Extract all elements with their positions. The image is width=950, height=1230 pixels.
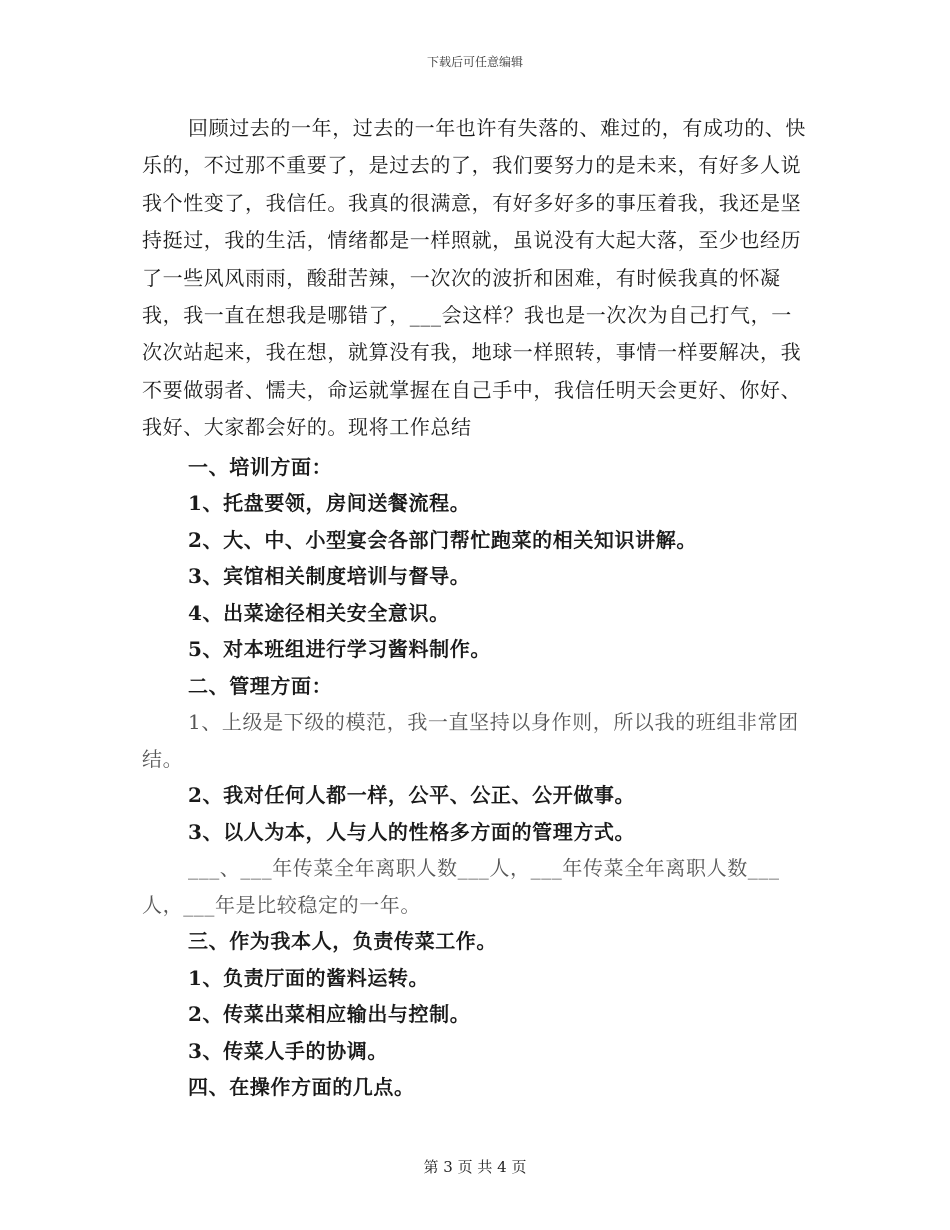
management-heading: 二、管理方面：: [188, 673, 333, 698]
document-body: [142, 110, 812, 1106]
training-item: 4、出菜途径相关安全意识。: [188, 600, 450, 625]
management-item: 1、上级是下级的模范，我一直坚持以身作则，所以我的班组非常团结。: [142, 710, 799, 771]
intro-paragraph: 回顾过去的一年，过去的一年也许有失落的、难过的，有成功的、快乐的，不过那不重要了，是过去的了，我们要努力的是未来，有好多人说我个性变了，我信任。我真的很满意，有好多好多的事压着我，我还是坚持挺过，我的生活，情绪都是一样照就，虽说没有大起大落，至少也经历了一些风风雨雨，酸甜苦辣，一次次的波折和困难，有时候我真的怀凝我，我一直在想我是哪错了，___会这样？我也是一次次为自己打气，一次次站起来，我在想，就算没有我，地球一样照转，事情一样要解决，我不要做弱者、懦夫，命运就掌握在自己手中，我信任明天会更好、你好、我好、大家都会好的。现将工作总结: [142, 116, 806, 440]
management-item: 2、我对任何人都一样，公平、公正、公开做事。: [188, 783, 636, 808]
training-heading: 一、培训方面：: [188, 454, 333, 479]
operation-heading: 四、在操作方面的几点。: [188, 1075, 415, 1100]
role-heading: 三、作为我本人，负责传菜工作。: [188, 929, 497, 954]
training-item: 3、宾馆相关制度培训与督导。: [188, 564, 471, 589]
training-item: 1、托盘要领，房间送餐流程。: [188, 491, 471, 516]
management-item: 3、以人为本，人与人的性格多方面的管理方式。: [188, 819, 636, 844]
page-header: 下载后可任意编辑: [426, 55, 523, 69]
role-item: 3、传菜人手的协调。: [188, 1038, 388, 1063]
role-item: 1、负责厅面的酱料运转。: [188, 965, 430, 990]
training-item: 2、大、中、小型宴会各部门帮忙跑菜的相关知识讲解。: [188, 527, 697, 552]
page-footer: 第 3 页 共 4 页: [423, 1158, 527, 1176]
training-item: 5、对本班组进行学习酱料制作。: [188, 637, 491, 662]
role-item: 2、传菜出菜相应输出与控制。: [188, 1002, 471, 1027]
turnover-paragraph: ___、___年传菜全年离职人数___人，___年传菜全年离职人数___人，___年是比较稳定的一年。: [142, 856, 780, 917]
